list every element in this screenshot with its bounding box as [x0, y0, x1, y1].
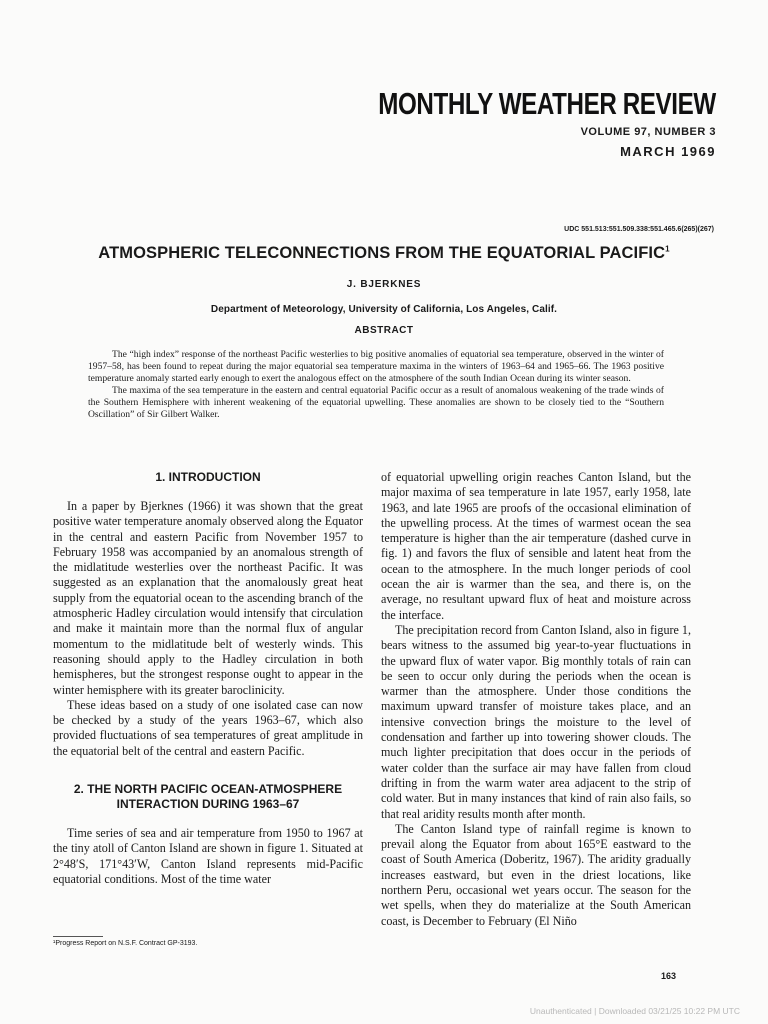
- article-title: [0, 244, 768, 263]
- body-paragraph: In a paper by Bjerknes (1966) it was shown that the great positive water temperature anomaly observed along the Equator in the central and eastern Pacific from November 1957 to February 1958 was accompanied by an anomalous strength of the midlatitude westerlies over the northeast Pacific. It was suggested as an explanation that the anomalously great heat supply from the equatorial ocean to the ascending branch of the atmospheric Hadley circulation would intensify that circulation and make it maintain more than the normal flux of angular momentum to the midlatitude belt of westerly winds. This reasoning should apply to the Hadley circulation in both hemispheres, but the strongest response ought to appear in the winter hemisphere with its greater baroclinicity.: [53, 499, 363, 697]
- title-footnote-mark: 1: [665, 244, 670, 254]
- journal-date: MARCH 1969: [620, 144, 716, 159]
- abstract-body: [88, 349, 664, 420]
- page-number: 163: [660, 971, 676, 981]
- udc-code: UDC 551.513:551.509.338:551.465.6(265)(267): [564, 226, 714, 233]
- journal-title: MONTHLY WEATHER REVIEW: [378, 86, 716, 121]
- body-paragraph: The precipitation record from Canton Island, also in figure 1, bears witness to the assumed big year-to-year fluctuations in the upward flux of water vapor. Big monthly totals of rain can be seen to occur only during the periods when the ocean is warmer than the atmosphere. Under those conditions the maximum upward transfer of moisture takes place, and an intensive convection brings the moisture to the level of condensation and farther up into towering shower clouds. The much lighter precipitation that does occur in the periods of water colder than the surface air may have fallen from cloud drifting in from the warm water area adjacent to the strip of cold water. But in many instances that kind of rain also fails, so that real aridity results month after month.: [381, 622, 691, 821]
- right-column: [381, 470, 691, 929]
- affiliation: Department of Meteorology, University of California, Los Angeles, Calif.: [210, 304, 558, 315]
- abstract-heading: ABSTRACT: [354, 325, 414, 336]
- abstract-paragraph: The maxima of the sea temperature in the eastern and central equatorial Pacific occur as a result of anomalous weakening of the trade winds of the Southern Hemisphere with inherent weakening of the equatorial upwelling. These anomalies are shown to be closely tied to the “Southern Oscillation” of Sir Gilbert Walker.: [88, 384, 664, 420]
- footnote-rule: [53, 936, 103, 937]
- author: J. BJERKNES: [346, 279, 422, 290]
- body-paragraph: of equatorial upwelling origin reaches Canton Island, but the major maxima of sea temperature in late 1957, early 1958, late 1963, and late 1965 are proofs of the occasional elimination of the upwelling process. At the times of warmest ocean the sea temperature is higher than the air temperature (dashed curve in fig. 1) and favors the flux of sensible and latent heat from the ocean to the atmosphere. In the much longer periods of cool ocean the air is warmer than the sea, and there is, on the average, no resultant upward flux of heat and moisture across the interface.: [381, 470, 691, 622]
- left-column: [53, 470, 363, 887]
- footnote: ¹Progress Report on N.S.F. Contract GP-3193.: [53, 940, 198, 947]
- abstract-paragraph: The “high index” response of the northeast Pacific westerlies to big positive anomalies of equatorial sea temperature, observed in the winter of 1957–58, has been found to repeat during the major equatorial sea temperature maxima in the winters of 1963–64 and 1965–66. The 1963 positive temperature anomaly started early enough to exert the analogous effect on the atmosphere of the south Indian Ocean during its winter season.: [88, 349, 664, 384]
- section-heading-introduction: 1. INTRODUCTION: [155, 470, 261, 484]
- body-paragraph: The Canton Island type of rainfall regime is known to prevail along the Equator from about 165°E eastward to the coast of South America (Doberitz, 1967). The aridity gradually increases eastward, but even in the driest locations, like northern Peru, occasional wet years occur. The season for the wet spells, when they do materialize at the South American coast, is December to February (El Niño: [381, 821, 691, 928]
- journal-masthead: [283, 86, 716, 159]
- journal-volume: VOLUME 97, NUMBER 3: [580, 126, 716, 138]
- body-paragraph: Time series of sea and air temperature from 1950 to 1967 at the tiny atoll of Canton Island are shown in figure 1. Situated at 2°48′S, 171°43′W, Canton Island represents mid-Pacific equatorial conditions. Most of the time water: [53, 826, 363, 886]
- article-title-text: ATMOSPHERIC TELECONNECTIONS FROM THE EQUATORIAL PACIFIC: [98, 244, 666, 262]
- section-heading-north-pacific: 2. THE NORTH PACIFIC OCEAN-ATMOSPHERE INTERACTION DURING 1963–67: [73, 782, 343, 812]
- body-paragraph: These ideas based on a study of one isolated case can now be checked by a study of the years 1963–67, which also provided fluctuations of sea temperatures of great amplitude in the equatorial belt of the central and eastern Pacific.: [53, 697, 363, 758]
- download-watermark: Unauthenticated | Downloaded 03/21/25 10:22 PM UTC: [529, 1006, 740, 1016]
